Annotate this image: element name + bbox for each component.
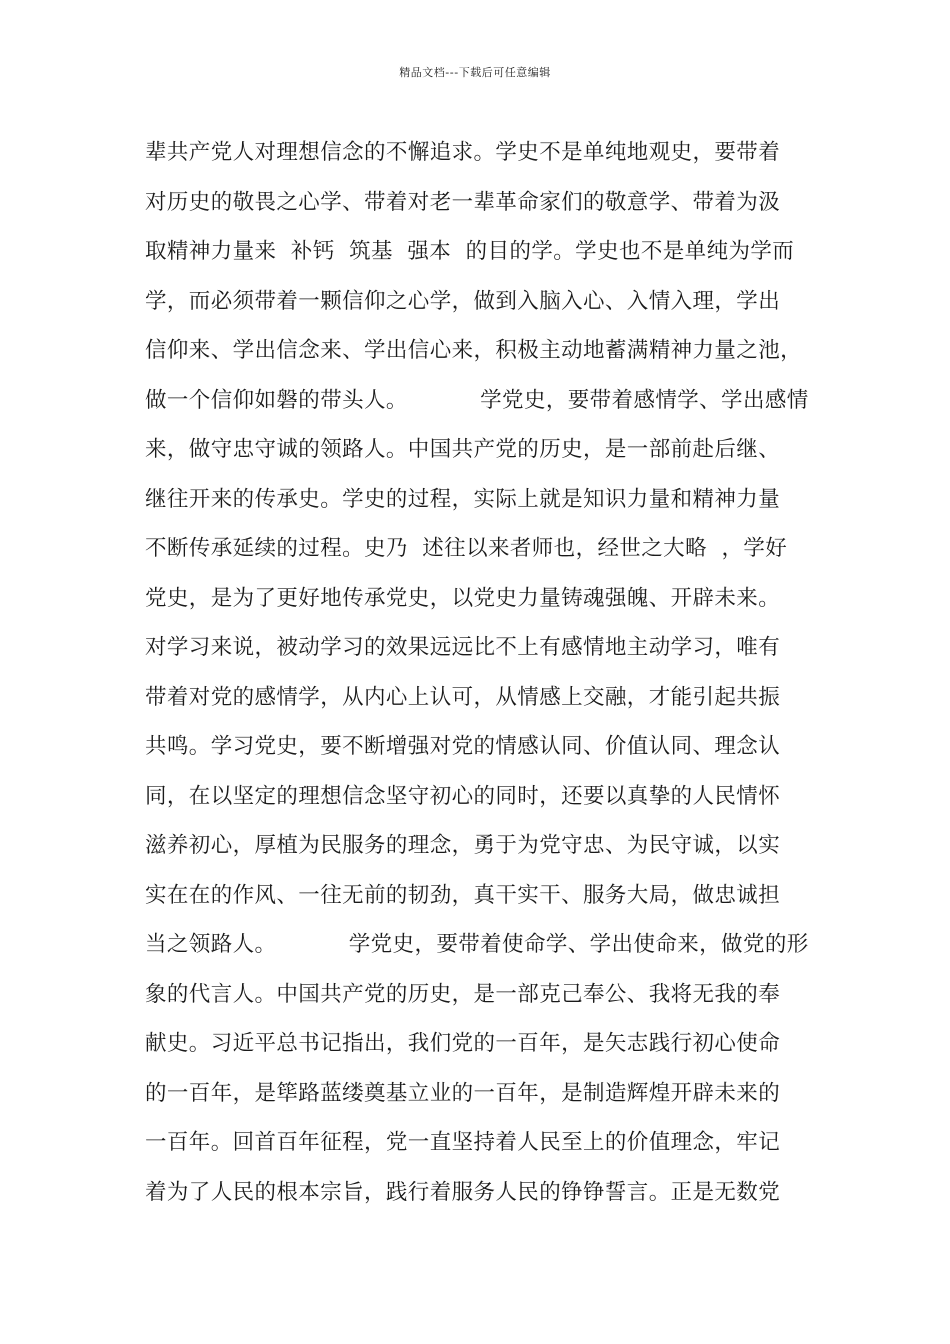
text-line: 着为了人民的根本宗旨，践行着服务人民的铮铮誓言。正是无数党	[145, 1179, 781, 1205]
text-line: 共鸣。学习党史，要不断增强对党的情感认同、价值认同、理念认	[145, 734, 781, 759]
body-text	[145, 128, 825, 1217]
text-line: 带着对党的感情学，从内心上认可，从情感上交融，才能引起共振	[145, 684, 781, 710]
text-line: 取精神力量来 补钙 筑基 强本 的目的学。学史也不是单纯为学而	[145, 239, 795, 264]
text-line: 继往开来的传承史。学史的过程，实际上就是知识力量和精神力量	[145, 486, 781, 512]
text-line: 当之领路人。 学党史，要带着使命学、学出使命来，做党的形	[145, 932, 809, 957]
text-line: 党史，是为了更好地传承党史，以党史力量铸魂强魄、开辟未来。	[145, 585, 781, 611]
text-line: 同，在以坚定的理想信念坚守初心的同时，还要以真挚的人民情怀	[145, 783, 781, 809]
text-line: 对学习来说，被动学习的效果远远比不上有感情地主动学习，唯有	[145, 635, 781, 660]
text-line: 辈共产党人对理想信念的不懈追求。学史不是单纯地观史，要带着	[145, 140, 781, 165]
text-line: 信仰来、学出信念来、学出信心来，积极主动地蓄满精神力量之池，	[145, 338, 803, 363]
text-line: 献史。习近平总书记指出，我们党的一百年，是矢志践行初心使命	[145, 1031, 781, 1056]
text-line: 来，做守忠守诚的领路人。中国共产党的历史，是一部前赴后继、	[145, 437, 781, 462]
text-line: 不断传承延续的过程。史乃 述往以来者师也，经世之大略 ，学好	[145, 536, 788, 561]
text-line: 一百年。回首百年征程，党一直坚持着人民至上的价值理念，牢记	[145, 1130, 781, 1155]
text-line: 学，而必须带着一颗信仰之心学，做到入脑入心、入情入理，学出	[145, 288, 781, 314]
text-line: 滋养初心，厚植为民服务的理念，勇于为党守忠、为民守诚，以实	[145, 833, 781, 858]
text-line: 象的代言人。中国共产党的历史，是一部克己奉公、我将无我的奉	[145, 981, 781, 1007]
page-header: 精品文档---下载后可任意编辑	[399, 66, 551, 79]
text-line: 对历史的敬畏之心学、带着对老一辈革命家们的敬意学、带着为汲	[145, 189, 781, 215]
text-line: 做一个信仰如磐的带头人。 学党史，要带着感情学、学出感情	[145, 387, 809, 413]
text-line: 实在在的作风、一往无前的韧劲，真干实干、服务大局，做忠诚担	[145, 882, 781, 908]
text-line: 的一百年，是筚路蓝缕奠基立业的一百年，是制造辉煌开辟未来的	[145, 1080, 781, 1106]
